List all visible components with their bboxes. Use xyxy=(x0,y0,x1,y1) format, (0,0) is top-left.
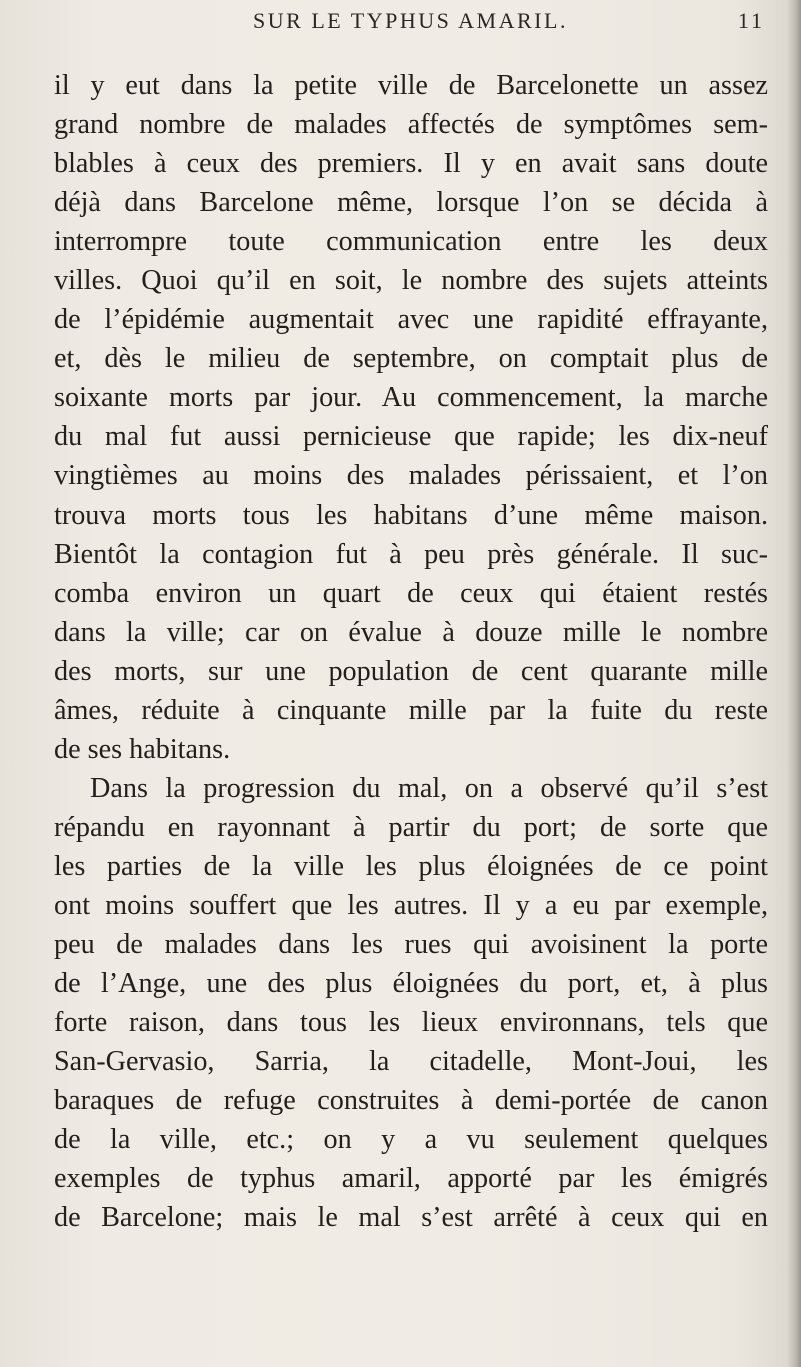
text-line: baraques de refuge construites à demi-portée de canon xyxy=(54,1085,768,1117)
text-line: Bientôt la contagion fut à peu près générale. Il suc- xyxy=(54,538,768,570)
body-text xyxy=(54,66,768,1237)
text-line: San-Gervasio, Sarria, la citadelle, Mont-Joui, les xyxy=(54,1046,768,1078)
paragraph-end-line: de ses habitans. xyxy=(54,733,231,765)
text-line: forte raison, dans tous les lieux environnans, tels que xyxy=(54,1007,768,1039)
text-line: de la ville, etc.; on y a vu seulement quelques xyxy=(54,1124,768,1156)
text-line: exemples de typhus amaril, apporté par les émigrés xyxy=(54,1163,768,1195)
page-number: 11 xyxy=(737,8,765,33)
text-line: des morts, sur une population de cent quarante mille xyxy=(54,655,768,687)
text-line: répandu en rayonnant à partir du port; de sorte que xyxy=(54,811,768,843)
text-line: interrompre toute communication entre les deux xyxy=(54,226,768,258)
text-line: trouva morts tous les habitans d’une même maison. xyxy=(54,499,768,531)
running-title: SUR LE TYPHUS AMARIL. xyxy=(253,8,568,33)
page-header xyxy=(40,8,781,44)
text-line: il y eut dans la petite ville de Barcelonette un assez xyxy=(54,70,768,101)
text-line: blables à ceux des premiers. Il y en avait sans doute xyxy=(54,148,768,180)
text-line: du mal fut aussi pernicieuse que rapide; les dix-neuf xyxy=(54,421,768,453)
page-edge-shadow xyxy=(787,0,801,1367)
paragraph-start-line: Dans la progression du mal, on a observé qu’il s’est xyxy=(90,772,768,804)
text-line: et, dès le milieu de septembre, on comptait plus de xyxy=(54,343,768,375)
text-line: de l’épidémie augmentait avec une rapidité effrayante, xyxy=(54,304,768,336)
text-line: soixante morts par jour. Au commencement, la marche xyxy=(54,382,768,414)
text-line: vingtièmes au moins des malades périssaient, et l’on xyxy=(54,460,768,492)
text-line: grand nombre de malades affectés de symptômes sem- xyxy=(54,109,768,141)
text-line: déjà dans Barcelone même, lorsque l’on se décida à xyxy=(54,187,768,219)
text-line: les parties de la ville les plus éloignées de ce point xyxy=(54,850,768,882)
text-line: dans la ville; car on évalue à douze mille le nombre xyxy=(54,616,768,648)
text-line: villes. Quoi qu’il en soit, le nombre des sujets atteints xyxy=(54,265,768,297)
text-line: âmes, réduite à cinquante mille par la fuite du reste xyxy=(54,694,768,726)
text-line: de l’Ange, une des plus éloignées du port, et, à plus xyxy=(54,968,768,1000)
text-line: comba environ un quart de ceux qui étaient restés xyxy=(54,577,768,609)
text-line: de Barcelone; mais le mal s’est arrêté à ceux qui en xyxy=(54,1202,768,1234)
text-line: ont moins souffert que les autres. Il y a eu par exemple, xyxy=(54,889,768,921)
text-line: peu de malades dans les rues qui avoisinent la porte xyxy=(54,929,768,961)
